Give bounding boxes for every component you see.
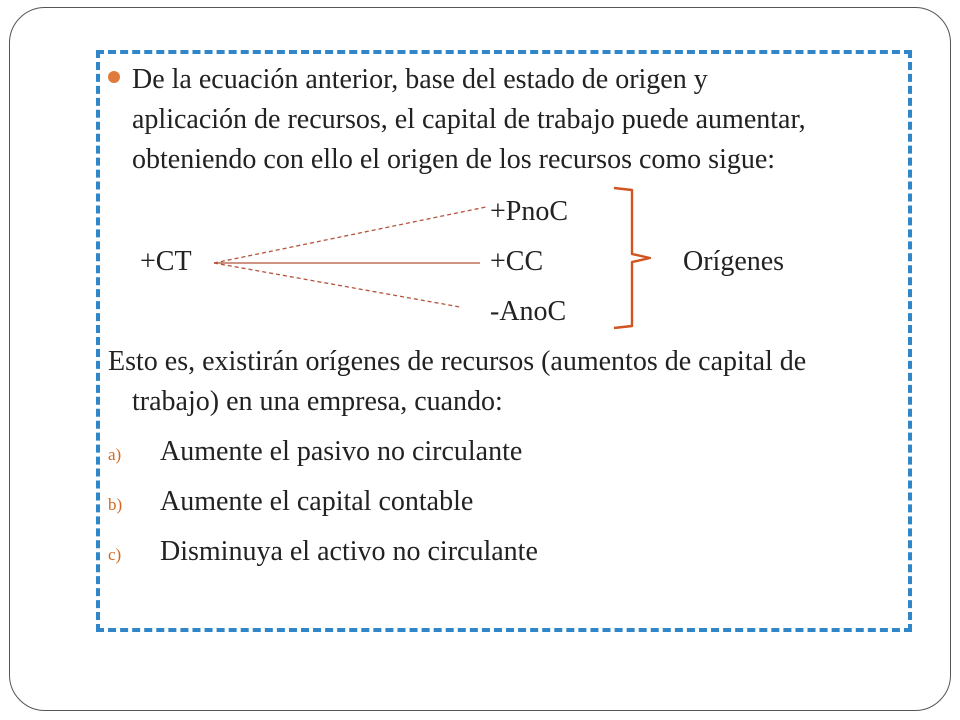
connector-upper [214,207,486,263]
brace-icon [614,188,650,328]
connector-lower [214,263,460,307]
list-marker: a) [108,445,122,464]
paragraph1-line1: De la ecuación anterior, base del estado de origen y [132,64,708,95]
condition-item: Aumente el pasivo no circulante [160,436,523,467]
list-marker: b) [108,495,123,514]
paragraph1-line3: obteniendo con ello el origen de los recursos como sigue: [132,144,776,175]
diagram-item-anoc: -AnoC [490,296,567,327]
diagram-item-cc: +CC [490,246,544,277]
condition-item: Disminuya el activo no circulante [160,536,538,567]
diagram-source: +CT [140,246,192,277]
list-marker: c) [108,545,122,564]
paragraph1-line2: aplicación de recursos, el capital de trabajo puede aumentar, [132,104,806,135]
diagram-group-label: Orígenes [683,246,785,277]
diagram-item-pnoc: +PnoC [490,196,569,227]
condition-item: Aumente el capital contable [160,486,474,517]
paragraph2-line2: trabajo) en una empresa, cuando: [132,386,503,417]
paragraph2-line1: Esto es, existirán orígenes de recursos (aumentos de capital de [108,346,807,377]
